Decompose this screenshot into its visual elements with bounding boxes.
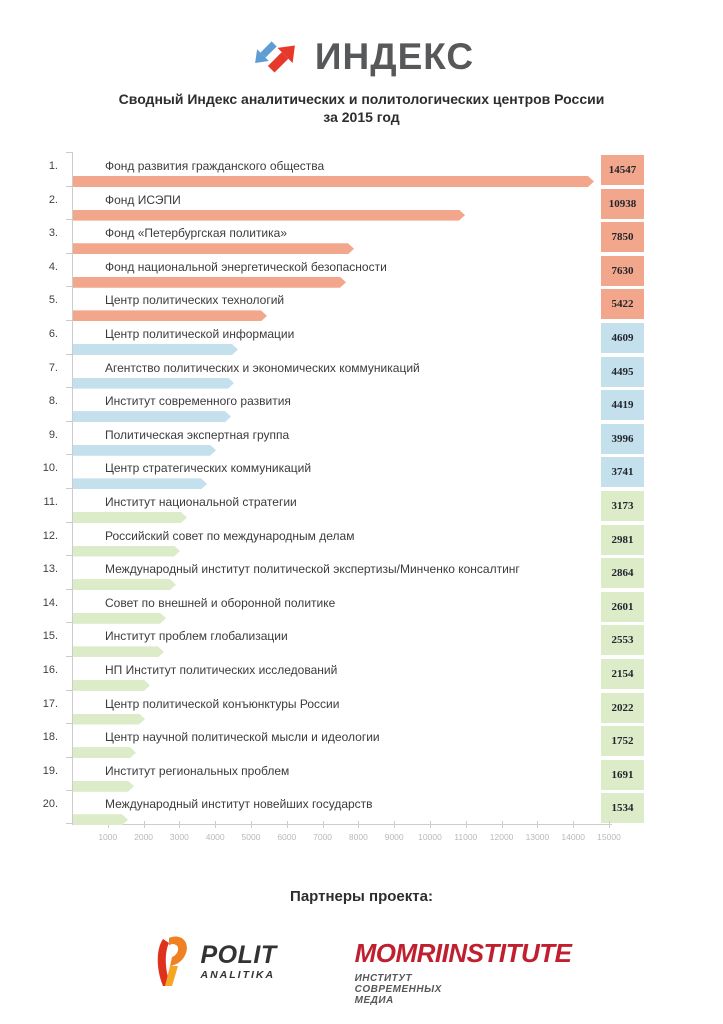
row-bar [73,445,216,456]
x-axis-tick-label: 4000 [205,831,225,842]
row-value-badge: 2864 [601,558,644,588]
partner-logos [0,935,723,1006]
row-rank: 20. [42,798,58,811]
row-rank: 3. [48,227,58,240]
x-axis-tick [394,821,395,828]
row-value-badge: 2553 [601,625,644,655]
momri-institute-logo [355,935,572,1006]
row-rank: 7. [48,361,58,374]
x-axis-tick [609,821,610,828]
row-label: Центр политической конъюнктуры России [105,696,340,711]
row-label: Международный институт новейших государств [105,797,373,812]
chart-row [0,723,723,757]
row-bar [73,747,136,758]
x-axis-tick [466,821,467,828]
chart-row [0,219,723,253]
chart-row [0,253,723,287]
row-label: Центр политических технологий [105,293,285,308]
row-bar [73,310,267,321]
row-label: Центр научной политической мысли и идеологии [105,730,380,745]
row-rank: 19. [42,764,58,777]
row-value-badge: 7630 [601,256,644,286]
row-label: Политическая экспертная группа [105,427,290,442]
chart-row [0,790,723,824]
x-axis-tick [179,821,180,828]
polit-wordmark [200,940,277,981]
row-bar [73,243,354,254]
row-bar [73,411,231,422]
row-label: Институт национальной стратегии [105,494,297,509]
x-axis-tick [323,821,324,828]
row-bar [73,176,594,187]
chart-row [0,622,723,656]
chart-row [0,656,723,690]
row-value-badge: 3741 [601,457,644,487]
chart-x-axis [0,824,723,854]
x-axis-line [72,824,612,825]
row-bar [73,680,150,691]
row-rank: 9. [48,428,58,441]
page-title [0,90,723,126]
x-axis-tick-label: 8000 [348,831,368,842]
momri-name-light: INSTITUTE [441,937,572,968]
chart-row [0,354,723,388]
row-rank: 5. [48,294,58,307]
x-axis-tick [573,821,574,828]
chart-row [0,488,723,522]
row-bar [73,277,346,288]
x-axis-tick [537,821,538,828]
chart-row [0,757,723,791]
row-label: Центр стратегических коммуникаций [105,461,312,476]
row-rank: 1. [48,160,58,172]
x-axis-tick-label: 15000 [597,831,621,842]
momri-subtitle-line2: СОВРЕМЕННЫХ [354,983,442,995]
row-label: Фонд «Петербургская политика» [105,226,287,241]
chart-rows [0,152,723,824]
x-axis-tick-label: 11000 [454,831,478,842]
row-label: Агентство политических и экономических коммуникаций [105,360,420,375]
row-bar [73,378,234,389]
row-value-badge: 7850 [601,222,644,252]
momri-wordmark [354,937,572,970]
row-bar [73,646,164,657]
row-value-badge: 2601 [601,592,644,622]
x-axis-tick-label: 7000 [313,831,333,842]
index-logo [0,0,723,84]
row-value-badge: 4419 [601,390,644,420]
row-value-badge: 14547 [601,155,644,185]
x-axis-tick-label: 14000 [561,831,585,842]
x-axis-tick [287,821,288,828]
chart-row [0,589,723,623]
x-axis-tick-label: 10000 [418,831,442,842]
row-label: Фонд развития гражданского общества [105,159,325,173]
x-axis-tick-label: 2000 [134,831,154,842]
row-label: Институт региональных проблем [105,763,290,778]
row-value-badge: 3173 [601,491,644,521]
row-value-badge: 1752 [601,726,644,756]
x-axis-tick-label: 5000 [241,831,261,842]
polit-subtitle: ANALITIKA [200,968,276,981]
row-value-badge: 2981 [601,525,644,555]
chart-row [0,186,723,220]
row-value-badge: 1691 [601,760,644,790]
row-value-badge: 4495 [601,357,644,387]
page-title-line1: Сводный Индекс аналитических и политологических центров России [118,91,605,107]
row-bar [73,613,166,624]
x-axis-tick-label: 1000 [98,831,118,842]
polit-analitika-logo [152,935,277,989]
page-title-line2: за 2015 год [323,109,400,125]
polit-name: POLIT [200,940,277,969]
chart-row [0,555,723,589]
x-axis-tick-label: 13000 [525,831,550,842]
row-rank: 2. [48,193,58,206]
x-axis-tick [215,821,216,828]
row-value-badge: 5422 [601,289,644,319]
row-rank: 6. [48,327,58,340]
chart-row [0,522,723,556]
row-label: Совет по внешней и оборонной политике [105,595,336,610]
row-value-badge: 10938 [601,189,644,219]
row-label: Международный институт политической экспертизы/Минченко консалтинг [105,562,520,577]
row-bar [73,814,128,825]
row-label: Фонд ИСЭПИ [105,192,181,207]
row-label: НП Институт политических исследований [105,662,338,677]
x-axis-tick [251,821,252,828]
x-axis-tick-label: 12000 [489,831,514,842]
row-value-badge: 2154 [601,659,644,689]
row-label: Центр политической информации [105,326,295,341]
row-rank: 11. [43,495,58,508]
row-bar [73,579,176,590]
row-rank: 4. [48,260,58,273]
row-bar [73,546,180,557]
momri-subtitle [355,973,572,1006]
row-value-badge: 3996 [601,424,644,454]
row-rank: 8. [48,395,58,408]
row-bar [73,478,207,489]
chart-row [0,454,723,488]
row-bar [73,344,238,355]
momri-name-bold: MOMRI [354,937,442,968]
row-label: Институт современного развития [105,394,291,409]
row-rank: 15. [42,630,58,643]
x-axis-tick [502,821,503,828]
x-axis-tick-label: 3000 [169,831,189,842]
row-bar [73,210,465,221]
logo-wordmark: ИНДЕКС [314,36,475,77]
ranking-bar-chart [0,152,723,854]
row-bar [73,714,145,725]
row-label: Фонд национальной энергетической безопасности [105,259,387,274]
x-axis-tick-label: 9000 [384,831,404,842]
index-arrows-icon [249,31,303,83]
row-label: Российский совет по международным делам [105,528,355,543]
row-value-badge: 1534 [601,793,644,823]
row-rank: 10. [42,462,58,475]
row-value-badge: 4609 [601,323,644,353]
momri-subtitle-line1: ИНСТИТУТ [354,972,413,984]
chart-row [0,421,723,455]
chart-row [0,387,723,421]
partners-section [0,888,723,1006]
x-axis-tick [430,821,431,828]
momri-subtitle-line3: МЕДИА [354,994,394,1006]
row-value-badge: 2022 [601,693,644,723]
row-rank: 16. [42,663,58,676]
partners-heading: Партнеры проекта: [290,887,433,905]
polit-p-icon [152,935,192,989]
row-bar [73,512,187,523]
chart-row [0,690,723,724]
chart-row [0,286,723,320]
x-axis-tick-label: 6000 [277,831,297,842]
row-rank: 12. [42,529,58,542]
row-bar [73,781,134,792]
row-rank: 18. [42,731,58,744]
x-axis-tick [358,821,359,828]
x-axis-tick [144,821,145,828]
row-rank: 17. [42,697,58,710]
row-label: Институт проблем глобализации [105,629,288,644]
chart-row [0,320,723,354]
row-rank: 14. [42,596,58,609]
row-rank: 13. [42,563,58,576]
chart-row [0,152,723,186]
